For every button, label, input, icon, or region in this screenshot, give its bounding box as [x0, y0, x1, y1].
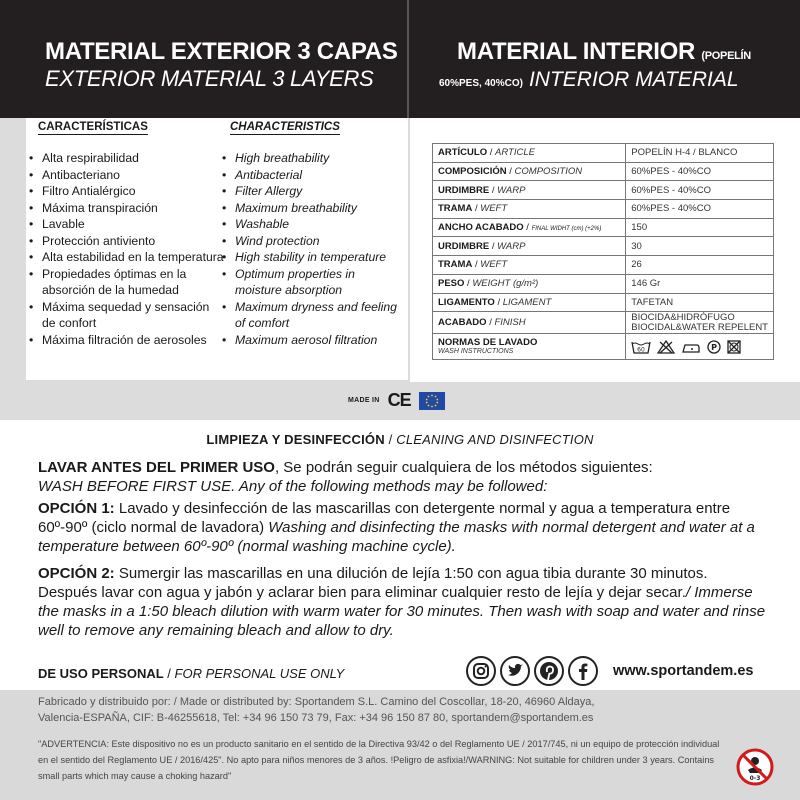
cleaning-option-2: OPCIÓN 2: Sumergir las mascarillas en una dilución de lejía 1:50 con agua tibia durante 30 minutos. Después lavar con agua y jabón y aclarar bien para eliminar cualquier resto de lejía y dejar secar./ Immerse the masks in a 1:50 bleach dilution with warm water for 30 minutes. Then wash with soap and water and rinse well to remove any remaining bleach and allow to dry. [38, 565, 766, 639]
personal-use-note: DE USO PERSONAL / FOR PERSONAL USE ONLY [38, 666, 345, 681]
characteristics-title-en: CHARACTERISTICS [230, 121, 340, 133]
feature-item-en: • Washable [219, 216, 404, 233]
made-in [348, 390, 445, 411]
exterior-title-en: EXTERIOR MATERIAL 3 LAYERS [45, 66, 374, 91]
no-tumble-dry-icon [727, 340, 741, 354]
manufacturer-line-2: Valencia-ESPAÑA, CIF: B-46255618, Tel: +34 96 150 73 79, Fax: +34 96 150 87 80, sportandem@sportandem.es [38, 712, 594, 724]
table-row: URDIMBRE / WARP 60%PES - 40%CO [433, 181, 774, 200]
features-list-es [26, 150, 226, 348]
exterior-title-es: MATERIAL EXTERIOR 3 CAPAS [45, 38, 398, 65]
pinterest-icon[interactable] [534, 656, 564, 686]
no-bleach-icon [657, 340, 675, 354]
iron-icon [681, 340, 701, 354]
header-right [409, 0, 800, 118]
table-row: PESO / WEIGHT (g/m²) 146 Gr [433, 274, 774, 293]
interior-title-line2 [439, 68, 739, 92]
social-icons [466, 656, 598, 686]
website-link[interactable]: www.sportandem.es [613, 663, 754, 679]
table-row: TRAMA / WEFT 26 [433, 256, 774, 275]
feature-item-en: • High breathability [219, 150, 404, 167]
cleaning-option-1: OPCIÓN 1: Lavado y desinfección de las mascarillas con detergente normal y agua a temperatura entre 60º-90º (ciclo normal de lavadora) Washing and disinfecting the masks with normal detergent and water at a temperature between 60º-90º (normal washing machine cycle). [38, 500, 755, 555]
feature-item-en: • High stability in temperature [219, 249, 404, 266]
ce-mark: CE [387, 390, 411, 410]
age-badge-text: 0-3 [749, 775, 761, 782]
table-row-wash [433, 334, 774, 360]
interior-title-es [457, 38, 751, 66]
manufacturer-line-1: Fabricado y distribuido por: / Made or distributed by: Sportandem S.L. Camino del Coscollar, 18-20, 46960 Aldaya, [38, 696, 595, 708]
characteristics-title-es: CARACTERÍSTICAS [38, 121, 148, 133]
feature-item-en: • Optimum properties in moisture absorption [219, 266, 404, 299]
feature-item-es: • Filtro Antialérgico [26, 183, 226, 200]
made-in-label: MADE IN [348, 397, 380, 404]
feature-item-es: • Alta estabilidad en la temperatura [26, 249, 226, 266]
header-left [0, 0, 407, 118]
interior-title-paren: (POPELÍN [701, 50, 751, 62]
table-row: ACABADO / FINISH BIOCIDA&HIDRÓFUGO BIOCIDAL&WATER REPELENT [433, 312, 774, 334]
table-row: TRAMA / WEFT 60%PES - 40%CO [433, 200, 774, 219]
table-row: COMPOSICIÓN / COMPOSITION 60%PES - 40%CO [433, 162, 774, 181]
feature-item-es: • Máxima sequedad y sensación de confort [26, 299, 226, 332]
cleaning-intro: LAVAR ANTES DEL PRIMER USO, Se podrán seguir cualquiera de los métodos siguientes: WASH BEFORE FIRST USE. Any of the following methods may be followed: [38, 459, 653, 495]
feature-item-es: • Protección antiviento [26, 233, 226, 250]
interior-title-es-text: MATERIAL INTERIOR [457, 38, 696, 65]
feature-item-en: • Wind protection [219, 233, 404, 250]
feature-item-es: • Máxima transpiración [26, 200, 226, 217]
wash-label-en: WASH INSTRUCTIONS [438, 347, 514, 355]
table-row: URDIMBRE / WARP 30 [433, 237, 774, 256]
feature-item-es: • Propiedades óptimas en la absorción de la humedad [26, 266, 226, 299]
svg-text:P: P [711, 342, 718, 352]
feature-item-en: • Maximum breathability [219, 200, 404, 217]
instagram-icon[interactable] [466, 656, 496, 686]
feature-item-en: • Antibacterial [219, 167, 404, 184]
facebook-icon[interactable] [568, 656, 598, 686]
table-row: LIGAMENTO / LIGAMENT TAFETAN [433, 293, 774, 312]
interior-title-en: INTERIOR MATERIAL [528, 68, 739, 91]
feature-item-es: • Antibacteriano [26, 167, 226, 184]
eu-flag-icon [419, 392, 445, 410]
spec-table [432, 143, 774, 360]
feature-item-es: • Lavable [26, 216, 226, 233]
feature-item-en: • Maximum aerosol filtration [219, 332, 404, 349]
no-children-icon [736, 748, 774, 786]
features-list-en [219, 150, 404, 348]
table-row: ARTÍCULO / ARTICLE POPELÍN H-4 / BLANCO [433, 144, 774, 163]
wash-label-es: NORMAS DE LAVADO [438, 336, 538, 348]
feature-item-en: • Maximum dryness and feeling of comfort [219, 299, 404, 332]
feature-item-en: • Filter Allergy [219, 183, 404, 200]
wash-60-icon [631, 340, 651, 354]
svg-text:60: 60 [637, 346, 646, 354]
twitter-icon[interactable] [500, 656, 530, 686]
feature-item-es: • Alta respirabilidad [26, 150, 226, 167]
table-row: ANCHO ACABADO / FINAL WIDHT (cm) (+2%) 150 [433, 218, 774, 237]
dry-clean-p-icon [707, 340, 721, 354]
feature-item-es: • Máxima filtración de aerosoles [26, 332, 226, 349]
wash-icons [631, 340, 768, 354]
cleaning-title: LIMPIEZA Y DESINFECCIÓN / CLEANING AND DISINFECTION [206, 432, 594, 447]
warning-text: "ADVERTENCIA: Este dispositivo no es un producto sanitario en el sentido de la Directiva 93/42 o del Reglamento UE / 2017/745, ni un equipo de protección individual en el sentido del Reglamento UE / 2016/425". No apto para niños menores de 3 años. !Peligro de asfixia!/WARNING: Not suitable for children under 3 years. Contains small parts which may cause a choking hazard" [38, 739, 720, 781]
interior-composition: 60%PES, 40%CO) [439, 78, 523, 89]
